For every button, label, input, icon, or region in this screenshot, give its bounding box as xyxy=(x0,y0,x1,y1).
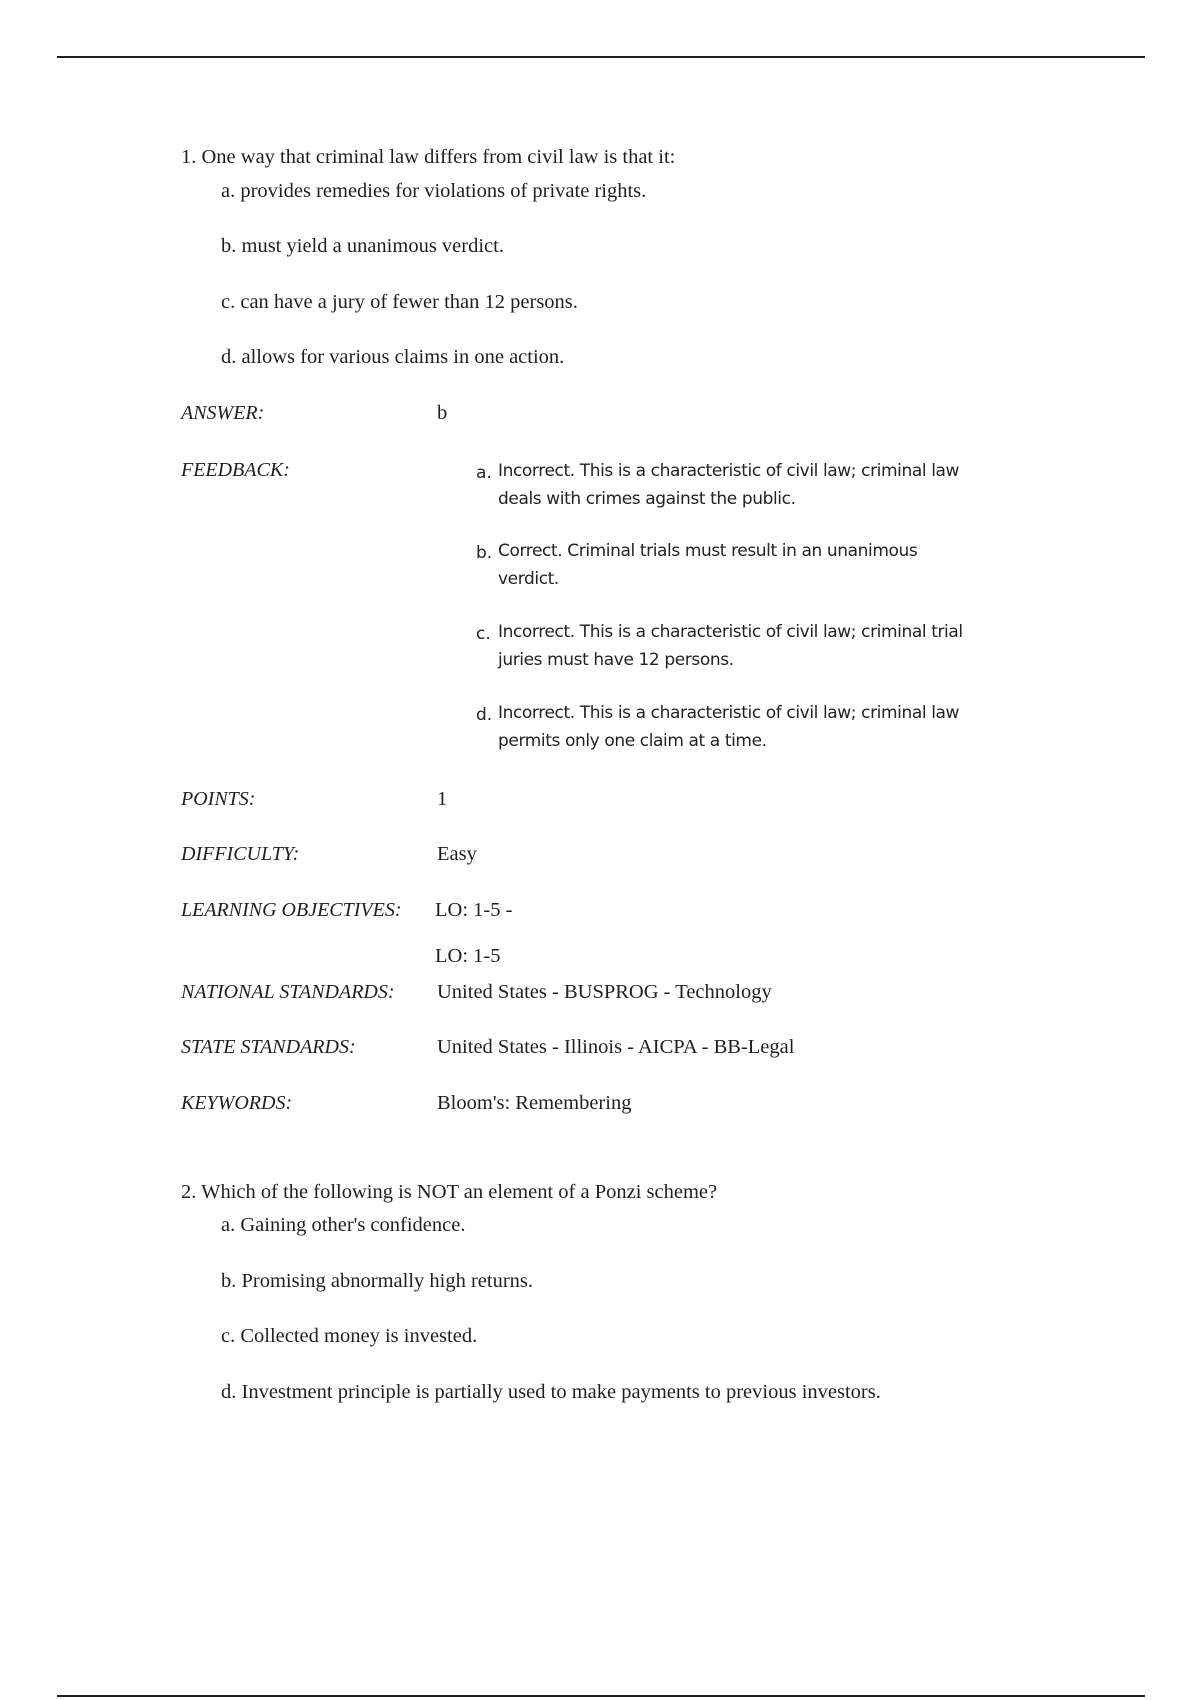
question-2-text: 2. Which of the following is NOT an element of a Ponzi scheme? xyxy=(181,1181,718,1203)
feedback-b-line2: verdict. xyxy=(498,569,559,589)
bottom-rule xyxy=(57,1695,1145,1697)
feedback-a-letter: a. xyxy=(476,463,492,483)
feedback-d-line1: Incorrect. This is a characteristic of civil law; criminal law xyxy=(498,703,960,723)
state-standards-value: United States - Illinois - AICPA - BB-Legal xyxy=(437,1036,795,1058)
feedback-c-line2: juries must have 12 persons. xyxy=(498,650,734,670)
state-standards-label: STATE STANDARDS: xyxy=(181,1036,356,1058)
learning-objectives-value-1: LO: 1-5 - xyxy=(435,899,513,921)
q1-choice-c: c. can have a jury of fewer than 12 persons. xyxy=(221,291,578,313)
feedback-b-letter: b. xyxy=(476,543,493,563)
keywords-label: KEYWORDS: xyxy=(181,1092,293,1114)
q2-choice-b: b. Promising abnormally high returns. xyxy=(221,1270,534,1292)
feedback-a-line2: deals with crimes against the public. xyxy=(498,489,796,509)
difficulty-label: DIFFICULTY: xyxy=(181,843,300,865)
learning-objectives-label: LEARNING OBJECTIVES: xyxy=(181,899,402,921)
national-standards-label: NATIONAL STANDARDS: xyxy=(181,981,395,1003)
points-value: 1 xyxy=(437,788,448,810)
top-rule xyxy=(57,56,1145,58)
q2-choice-a: a. Gaining other's confidence. xyxy=(221,1214,466,1236)
answer-value: b xyxy=(437,402,448,424)
answer-label: ANSWER: xyxy=(181,402,265,424)
learning-objectives-value-2: LO: 1-5 xyxy=(435,945,501,967)
feedback-d-line2: permits only one claim at a time. xyxy=(498,731,767,751)
q2-choice-c: c. Collected money is invested. xyxy=(221,1325,478,1347)
feedback-b-line1: Correct. Criminal trials must result in an unanimous xyxy=(498,541,918,561)
difficulty-value: Easy xyxy=(437,843,477,865)
points-label: POINTS: xyxy=(181,788,256,810)
national-standards-value: United States - BUSPROG - Technology xyxy=(437,981,772,1003)
q1-choice-a: a. provides remedies for violations of private rights. xyxy=(221,180,647,202)
keywords-value: Bloom's: Remembering xyxy=(437,1092,632,1114)
question-1-text: 1. One way that criminal law differs from civil law is that it: xyxy=(181,146,676,168)
feedback-a-line1: Incorrect. This is a characteristic of civil law; criminal law xyxy=(498,461,960,481)
q1-choice-d: d. allows for various claims in one action. xyxy=(221,346,565,368)
feedback-c-line1: Incorrect. This is a characteristic of civil law; criminal trial xyxy=(498,622,963,642)
q1-choice-b: b. must yield a unanimous verdict. xyxy=(221,235,504,257)
feedback-d-letter: d. xyxy=(476,705,493,725)
feedback-c-letter: c. xyxy=(476,624,491,644)
feedback-label: FEEDBACK: xyxy=(181,459,290,481)
q2-choice-d: d. Investment principle is partially used to make payments to previous investors. xyxy=(221,1381,881,1403)
